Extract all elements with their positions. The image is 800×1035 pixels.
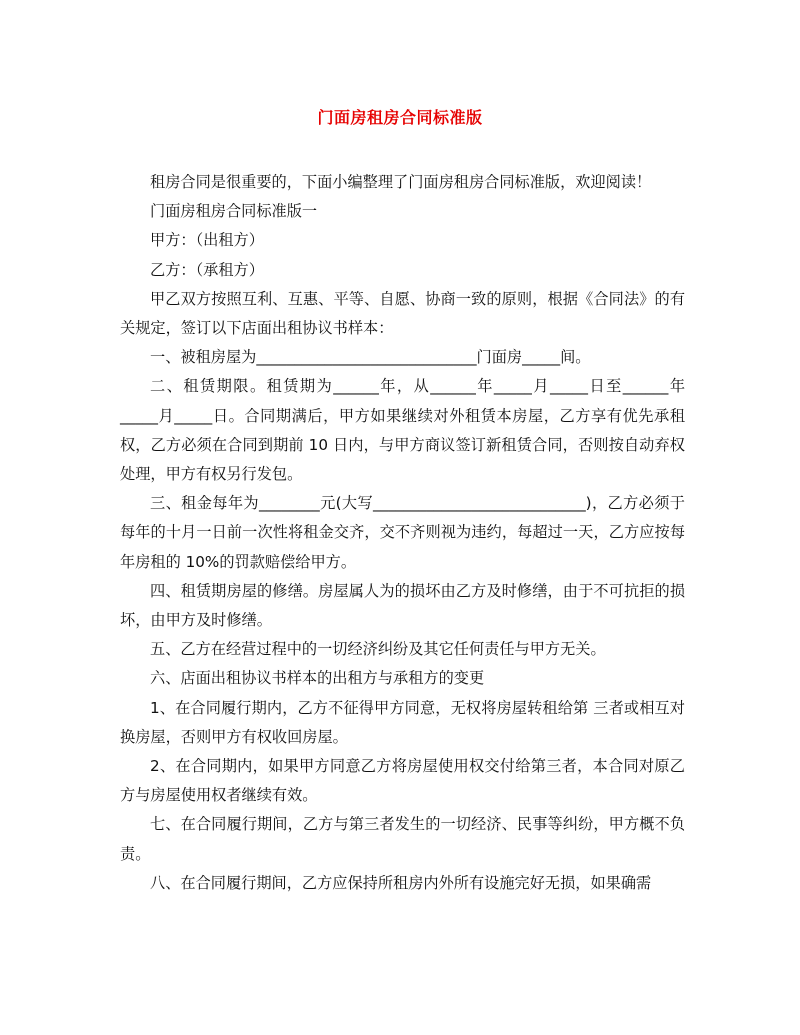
paragraph-clause-7: 七、在合同履行期间，乙方与第三者发生的一切经济、民事等纠纷，甲方概不负责。 <box>120 815 685 863</box>
paragraph-clause-5: 五、乙方在经营过程中的一切经济纠纷及其它任何责任与甲方无关。 <box>150 640 606 659</box>
paragraph-clause-6-2: 2、在合同期内，如果甲方同意乙方将房屋使用权交付给第三者，本合同对原乙方与房屋使用权者继续有效。 <box>120 757 685 805</box>
paragraph-clause-8: 八、在合同履行期间，乙方应保持所租房内外所有设施完好无损，如果确需 <box>150 873 652 892</box>
paragraph-preamble: 甲乙双方按照互利、互惠、平等、自愿、协商一致的原则，根据《合同法》的有关规定，签订以下店面出租协议书样本： <box>120 289 685 338</box>
document-title: 门面房租房合同标准版 <box>317 108 483 127</box>
document-body <box>120 168 685 898</box>
paragraph-clause-2: 二、租赁期限。租赁期为______年，从______年_____月_____日至______年_____月_____日。合同期满后，甲方如果继续对外租赁本房屋，乙方享有优先承租权，乙方必须在合同到期前 10 日内，与甲方商议签订新租赁合同，否则按自动弃权处理，甲方有权另行发包。 <box>120 377 685 484</box>
paragraph-clause-1: 一、被租房屋为_____________________________门面房_____间。 <box>150 348 591 367</box>
paragraph-version-heading: 门面房租房合同标准版一 <box>150 202 318 221</box>
paragraph-party-b: 乙方：（承租方） <box>150 260 264 279</box>
paragraph-party-a: 甲方：（出租方） <box>150 231 264 250</box>
paragraph-clause-6: 六、店面出租协议书样本的出租方与承租方的变更 <box>150 669 485 688</box>
paragraph-clause-4: 四、租赁期房屋的修缮。房屋属人为的损坏由乙方及时修缮，由于不可抗拒的损坏，由甲方及时修缮。 <box>120 581 685 630</box>
paragraph-clause-3: 三、租金每年为________元(大写____________________________)，乙方必须于每年的十月一日前一次性将租金交齐，交不齐则视为违约，每超过一天，乙方应按每年房租的 10%的罚款赔偿给甲方。 <box>120 494 685 571</box>
paragraph-clause-6-1: 1、在合同履行期内，乙方不征得甲方同意，无权将房屋转租给第 三者或相互对换房屋，否则甲方有权收回房屋。 <box>120 698 685 746</box>
paragraph-intro: 租房合同是很重要的，下面小编整理了门面房租房合同标准版，欢迎阅读！ <box>150 173 652 191</box>
